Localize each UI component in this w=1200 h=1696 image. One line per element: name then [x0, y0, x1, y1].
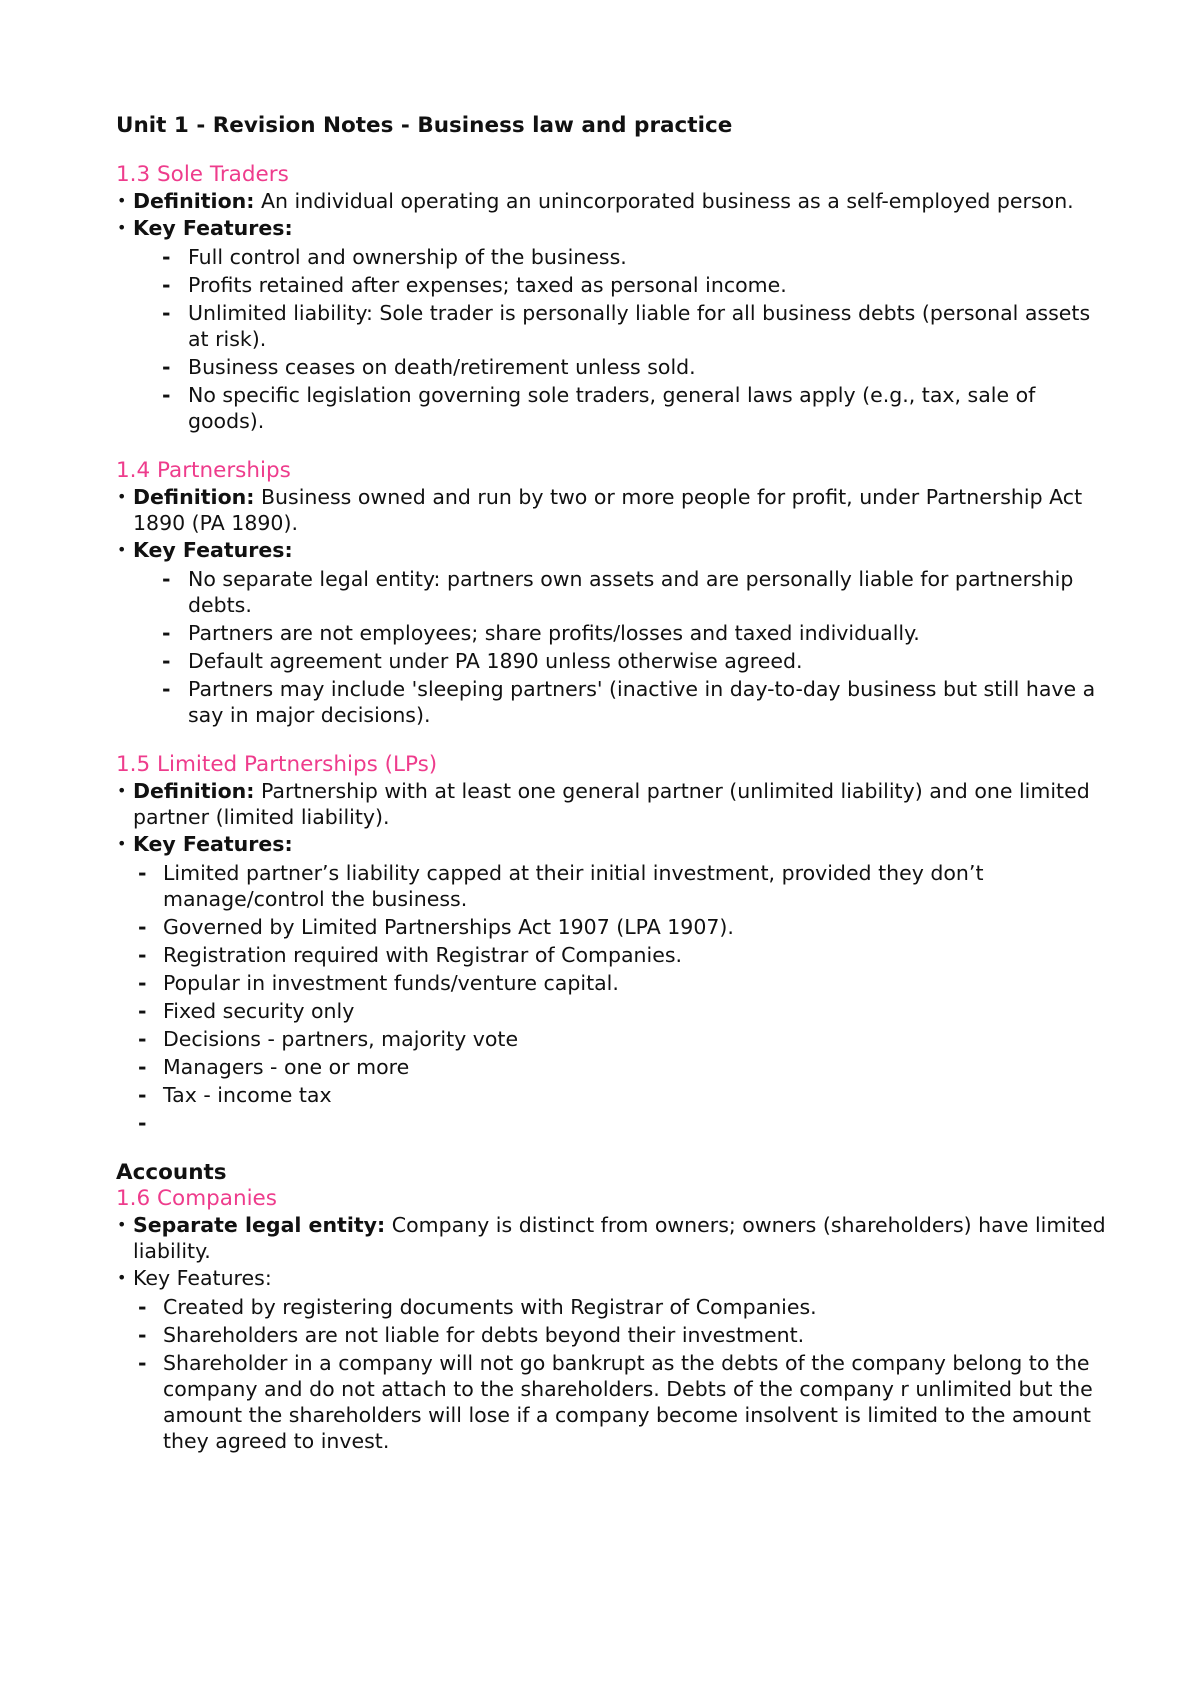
list-item	[116, 300, 1116, 352]
list-item	[116, 648, 1116, 674]
dash-icon: -	[162, 245, 171, 269]
dash-icon: -	[138, 1111, 147, 1135]
definition-label: Definition:	[133, 189, 255, 213]
dash-icon: -	[138, 1083, 147, 1107]
list-item-text: Unlimited liability: Sole trader is personally liable for all business debts (personal assets at risk).	[188, 301, 1091, 351]
list-item-empty	[116, 1110, 1116, 1136]
list-item-text: Registration required with Registrar of Companies.	[163, 943, 683, 967]
bullet-icon: •	[117, 540, 127, 559]
key-features-label: Key Features:	[133, 1266, 272, 1290]
list-item-text: Shareholders are not liable for debts beyond their investment.	[163, 1323, 805, 1347]
list-item-text: Fixed security only	[163, 999, 355, 1023]
definition-label: Separate legal entity:	[133, 1213, 386, 1237]
bullet-icon: •	[117, 1215, 127, 1234]
dash-icon: -	[162, 301, 171, 325]
key-features-label: Key Features:	[133, 832, 293, 856]
list-item-text: Tax - income tax	[163, 1083, 332, 1107]
list-item-text: Managers - one or more	[163, 1055, 410, 1079]
list-item	[116, 382, 1116, 434]
section-limited-partnerships	[116, 752, 1116, 1136]
list-item-text: No specific legislation governing sole traders, general laws apply (e.g., tax, sale of goods).	[188, 383, 1036, 433]
definition-text: Company is distinct from owners; owners (shareholders) have limited liability.	[133, 1213, 1106, 1263]
dash-icon: -	[138, 999, 147, 1023]
list-item	[116, 566, 1116, 618]
list-item	[116, 970, 1116, 996]
bullet-icon: •	[117, 834, 127, 853]
key-features-bullet	[116, 537, 1116, 563]
definition-bullet	[116, 484, 1116, 536]
bullet-icon: •	[117, 487, 127, 506]
bullet-icon: •	[117, 218, 127, 237]
key-features-bullet	[116, 215, 1116, 241]
dash-icon: -	[138, 1351, 147, 1375]
dash-icon: -	[162, 621, 171, 645]
definition-label: Definition:	[133, 779, 255, 803]
section-partnerships	[116, 458, 1116, 728]
list-item-text: Decisions - partners, majority vote	[163, 1027, 519, 1051]
list-item	[116, 1350, 1116, 1454]
bullet-icon: •	[117, 781, 127, 800]
dash-icon: -	[162, 383, 171, 407]
list-item-text: Limited partner’s liability capped at their initial investment, provided they don’t manage/control the business.	[163, 861, 984, 911]
definition-text: Partnership with at least one general partner (unlimited liability) and one limited partner (limited liability).	[133, 779, 1090, 829]
document-page	[116, 112, 1116, 1478]
dash-icon: -	[162, 649, 171, 673]
list-item-text: Governed by Limited Partnerships Act 1907 (LPA 1907).	[163, 915, 734, 939]
section-sole-traders	[116, 162, 1116, 434]
definition-bullet	[116, 778, 1116, 830]
dash-icon: -	[138, 1027, 147, 1051]
key-features-bullet	[116, 831, 1116, 857]
list-item-text: Default agreement under PA 1890 unless otherwise agreed.	[188, 649, 803, 673]
definition-bullet	[116, 1212, 1116, 1264]
dash-icon: -	[138, 971, 147, 995]
dash-icon: -	[138, 1295, 147, 1319]
dash-icon: -	[162, 273, 171, 297]
section-companies	[116, 1160, 1116, 1454]
definition-label: Definition:	[133, 485, 255, 509]
key-features-label: Key Features:	[133, 216, 293, 240]
dash-icon: -	[162, 567, 171, 591]
list-item-text: Partners are not employees; share profits/losses and taxed individually.	[188, 621, 920, 645]
list-item-text: Partners may include 'sleeping partners' (inactive in day-to-day business but still have a say in major decisions).	[188, 677, 1096, 727]
list-item	[116, 942, 1116, 968]
dash-icon: -	[162, 355, 171, 379]
list-item	[116, 914, 1116, 940]
list-item	[116, 1054, 1116, 1080]
list-item	[116, 998, 1116, 1024]
definition-text: Business owned and run by two or more people for profit, under Partnership Act 1890 (PA 1890).	[133, 485, 1083, 535]
list-item-text: Business ceases on death/retirement unless sold.	[188, 355, 696, 379]
accounts-heading: Accounts	[116, 1160, 227, 1185]
bullet-icon: •	[117, 1268, 127, 1287]
list-item-text: Created by registering documents with Registrar of Companies.	[163, 1295, 817, 1319]
document-title: Unit 1 - Revision Notes - Business law and practice	[116, 113, 733, 138]
list-item	[116, 1026, 1116, 1052]
list-item	[116, 244, 1116, 270]
section-heading: 1.3 Sole Traders	[116, 162, 289, 187]
section-heading: 1.6 Companies	[116, 1186, 277, 1211]
list-item	[116, 354, 1116, 380]
list-item-text: Full control and ownership of the business.	[188, 245, 627, 269]
section-heading: 1.4 Partnerships	[116, 458, 291, 483]
list-item	[116, 676, 1116, 728]
list-item	[116, 860, 1116, 912]
list-item	[116, 1082, 1116, 1108]
dash-icon: -	[162, 677, 171, 701]
list-item-text: Popular in investment funds/venture capital.	[163, 971, 619, 995]
list-item-text: Profits retained after expenses; taxed as personal income.	[188, 273, 787, 297]
dash-icon: -	[138, 861, 147, 885]
list-item	[116, 272, 1116, 298]
dash-icon: -	[138, 1323, 147, 1347]
dash-icon: -	[138, 915, 147, 939]
section-heading: 1.5 Limited Partnerships (LPs)	[116, 752, 438, 777]
dash-icon: -	[138, 943, 147, 967]
key-features-bullet	[116, 1265, 1116, 1291]
definition-text: An individual operating an unincorporated business as a self-employed person.	[254, 189, 1074, 213]
bullet-icon: •	[117, 191, 127, 210]
list-item	[116, 1322, 1116, 1348]
list-item-text: No separate legal entity: partners own assets and are personally liable for partnership debts.	[188, 567, 1074, 617]
list-item-text: Shareholder in a company will not go bankrupt as the debts of the company belong to the company and do not attach to the shareholders. Debts of the company r unlimited but the amount the shareholders will lose if a company become insolvent is limited to the amount they agreed to invest.	[163, 1351, 1093, 1453]
dash-icon: -	[138, 1055, 147, 1079]
key-features-label: Key Features:	[133, 538, 293, 562]
list-item	[116, 1294, 1116, 1320]
definition-bullet	[116, 188, 1116, 214]
list-item	[116, 620, 1116, 646]
